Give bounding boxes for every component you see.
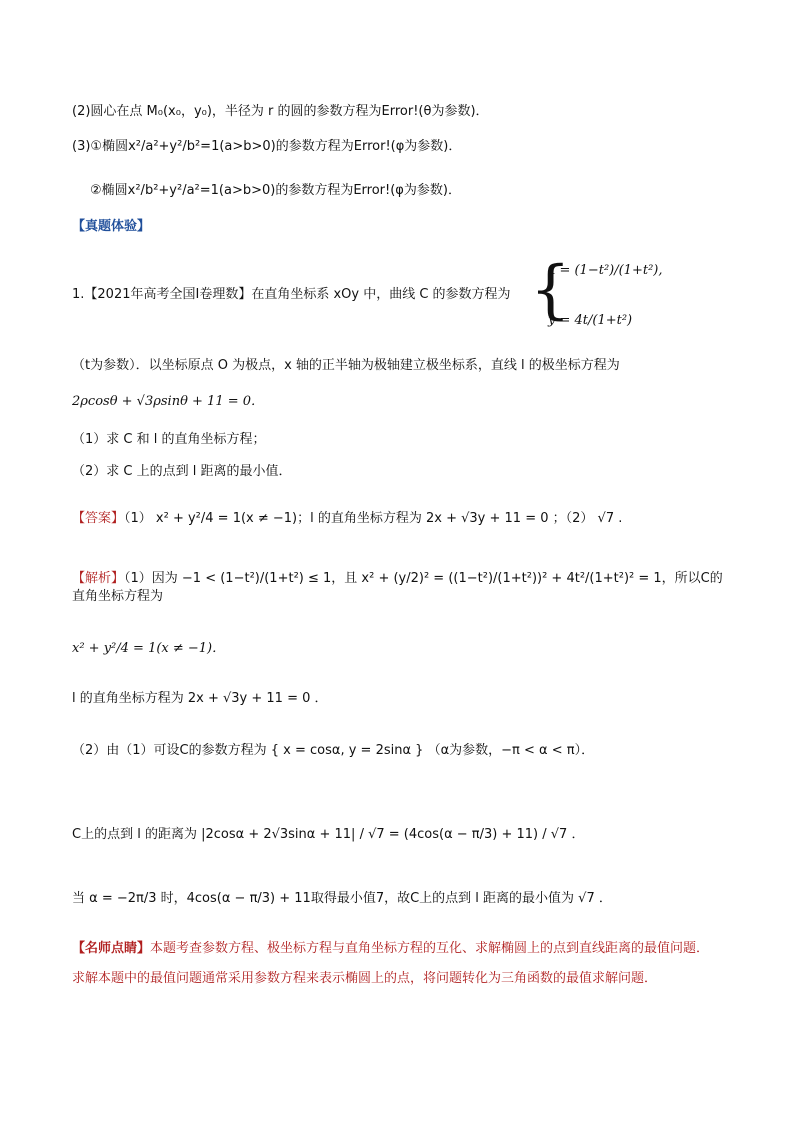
analysis-p3: （2）由（1）可设C的参数方程为 { x = cosα, y = 2sinα } （α为参数，−π < α < π）．	[72, 743, 595, 758]
ellipse1-param-text: (3)①椭圆x²/a²+y²/b²=1(a>b>0)的参数方程为Error!(φ为参数)．	[72, 139, 462, 154]
answer-line	[72, 510, 622, 528]
header-line-3	[72, 138, 461, 156]
question-1: （1）求 C 和 l 的直角坐标方程；	[72, 432, 266, 447]
tips-text: 本题考查参数方程、极坐标方程与直角坐标方程的互化、求解椭圆上的点到直线距离的最值问题．求解本题中的最值问题通常采用参数方程来表示椭圆上的点，将问题转化为三角函数的最值求解问题．	[72, 941, 710, 986]
answer-label: 【答案】	[72, 511, 125, 526]
header-line-4	[90, 182, 461, 200]
problem-intro	[72, 286, 511, 304]
analysis-label: 【解析】	[72, 571, 125, 586]
answer-text: （1） x² + y²/4 = 1(x ≠ −1)；l 的直角坐标方程为 2x + √3y + 11 = 0 ；（2） √7 .	[124, 511, 623, 526]
analysis-p4: C上的点到 l 的距离为 |2cosα + 2√3sinα + 11| / √7 = (4cos(α − π/3) + 11) / √7 ．	[72, 827, 585, 842]
polar-equation: 2ρcosθ + √3ρsinθ + 11 = 0．	[72, 394, 265, 409]
tips-label: 【名师点睛】	[72, 941, 151, 956]
question-2: （2）求 C 上的点到 l 距离的最小值．	[72, 464, 292, 479]
system-brace: {	[530, 253, 571, 327]
analysis-p2: l 的直角坐标方程为 2x + √3y + 11 = 0 ．	[72, 691, 328, 706]
problem-continuation: （t为参数）．以坐标原点 O 为极点，x 轴的正半轴为极轴建立极坐标系，直线 l 的极坐标方程为	[72, 358, 620, 373]
system-eq-x: x = (1−t²)/(1+t²),	[548, 263, 663, 278]
system-eq-y: y = 4t/(1+t²)	[548, 313, 633, 328]
ellipse2-param-text: ②椭圆x²/b²+y²/a²=1(a>b>0)的参数方程为Error!(φ为参数)．	[90, 183, 461, 198]
analysis-p1: （1）因为 −1 < (1−t²)/(1+t²) ≤ 1，且 x² + (y/2)² = ((1−t²)/(1+t²))² + 4t²/(1+t²)² = 1，所以C的直角坐标方程为	[72, 571, 723, 604]
header-line-2	[72, 103, 489, 121]
problem-intro-text: 1.【2021年高考全国Ⅰ卷理数】在直角坐标系 xOy 中，曲线 C 的参数方程为	[72, 287, 511, 302]
section-title: 【真题体验】	[72, 219, 151, 234]
analysis-p1b: x² + y²/4 = 1(x ≠ −1)．	[72, 641, 226, 656]
tips-paragraph	[72, 934, 722, 994]
circle-param-text: (2)圆心在点 M₀(x₀，y₀)，半径为 r 的圆的参数方程为Error!(θ为参数)．	[72, 104, 489, 119]
analysis-p5: 当 α = −2π/3 时，4cos(α − π/3) + 11取得最小值7，故C上的点到 l 距离的最小值为 √7 ．	[72, 891, 612, 906]
analysis-line-1	[72, 570, 732, 606]
